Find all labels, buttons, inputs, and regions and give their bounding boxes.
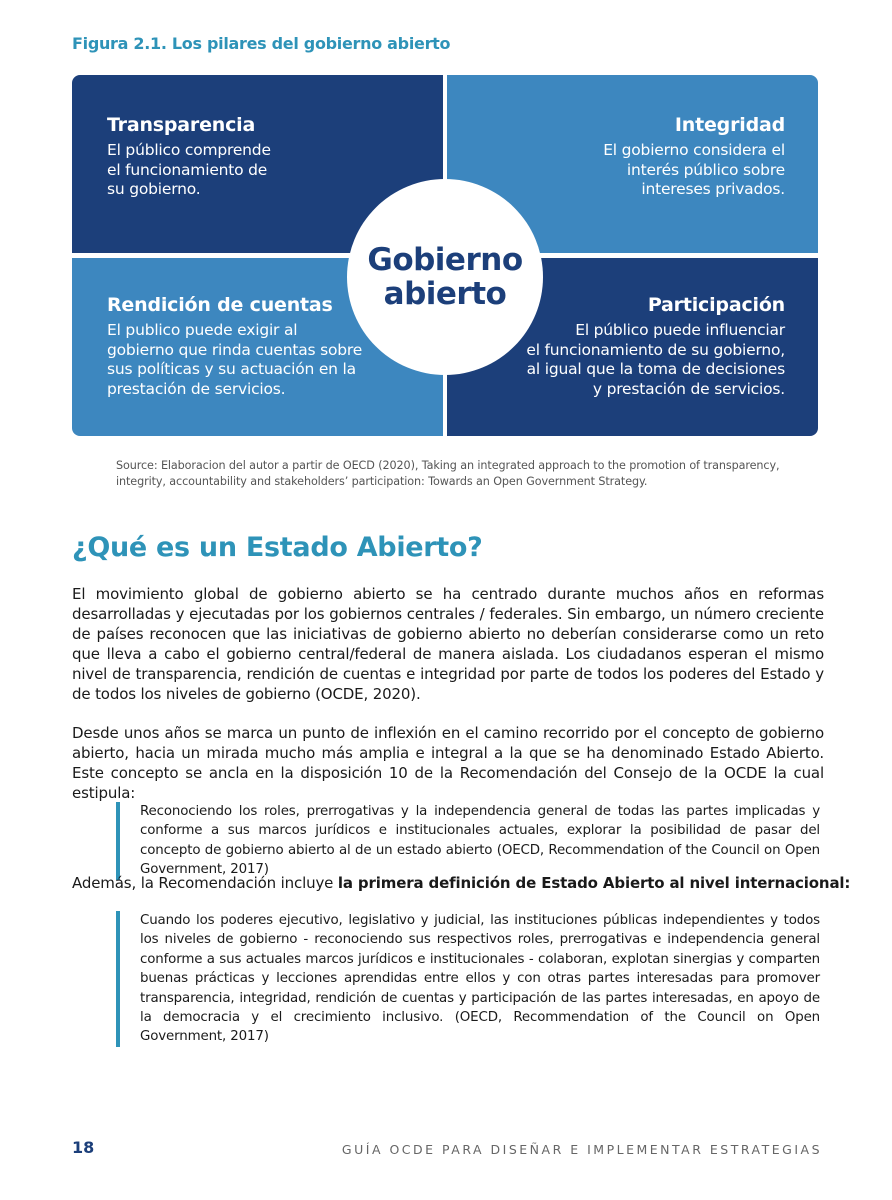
figure-source: Source: Elaboracion del autor a partir de OECD (2020), Taking an integrated approach to the promotion of transparency, integrity, accountability and stakeholders’ participation: Towards an Open Government Strategy. [116, 459, 780, 488]
definition-intro [72, 873, 850, 893]
pillar-title: Transparencia [107, 114, 256, 136]
pillar-description: El gobierno considera el interés público sobre intereses privados. [603, 141, 785, 198]
block-quote: Reconociendo los roles, prerrogativas y la independencia general de todas las partes implicadas y conforme a sus marcos jurídicos e institucionales actuales, explorar la posibilidad de pasar del concepto de gobierno abierto al de un estado abierto (OECD, Recommendation of the Council on Open Government, 2017) [116, 802, 820, 880]
body-paragraph: Desde unos años se marca un punto de inflexión en el camino recorrido por el concepto de gobierno abierto, hacia un mirada mucho más amplia e integral a la que se ha denominado Estado Abierto. Este concepto se ancla en la disposición 10 de la Recomendación del Consejo de la OCDE la cual estipula: [72, 724, 824, 802]
pillar-description: El público comprende el funcionamiento de su gobierno. [107, 141, 271, 198]
open-government-pillars-diagram [72, 75, 818, 436]
page-number: 18 [72, 1138, 95, 1157]
intro-bold-text: la primera definición de Estado Abierto al nivel internacional: [337, 874, 851, 892]
pillar-title: Participación [647, 294, 785, 316]
pillar-title: Integridad [674, 114, 785, 136]
center-label: Gobierno abierto [367, 242, 523, 312]
figure-title: Figura 2.1. Los pilares del gobierno abierto [72, 34, 451, 53]
pillar-description: El publico puede exigir al gobierno que rinda cuentas sobre sus políticas y su actuación en la prestación de servicios. [107, 321, 363, 398]
center-circle [347, 179, 543, 375]
section-heading: ¿Qué es un Estado Abierto? [72, 532, 483, 563]
intro-text: Además, la Recomendación incluye [72, 874, 338, 892]
block-quote: Cuando los poderes ejecutivo, legislativo y judicial, las instituciones públicas independientes y todos los niveles de gobierno - reconociendo sus respectivos roles, prerrogativas e independencia general conforme a sus actuales marcos jurídicos e institucionales - colaboran, explotan sinergias y comparten buenas prácticas y lecciones aprendidas entre ellos y con otras partes interesadas para promover transparencia, integridad, rendición de cuentas y participación de las partes interesadas, en apoyo de la democracia y el crecimiento inclusivo. (OECD, Recommendation of the Council on Open Government, 2017) [116, 911, 820, 1047]
pillar-description: El público puede influenciar el funcionamiento de su gobierno, al igual que la toma de decisiones y prestación de servicios. [526, 321, 785, 398]
pillar-title: Rendición de cuentas [107, 294, 333, 316]
running-footer: GUÍA OCDE PARA DISEÑAR E IMPLEMENTAR ESTRATEGIAS [341, 1142, 822, 1157]
body-paragraph: El movimiento global de gobierno abierto se ha centrado durante muchos años en reformas desarrolladas y ejecutadas por los gobiernos centrales / federales. Sin embargo, un número creciente de países reconocen que las iniciativas de gobierno abierto no deberían considerarse como un reto que lleva a cabo el gobierno central/federal de manera aislada. Los ciudadanos esperan el mismo nivel de transparencia, rendición de cuentas e integridad por parte de todos los poderes del Estado y de todos los niveles de gobierno (OCDE, 2020). [72, 585, 824, 703]
